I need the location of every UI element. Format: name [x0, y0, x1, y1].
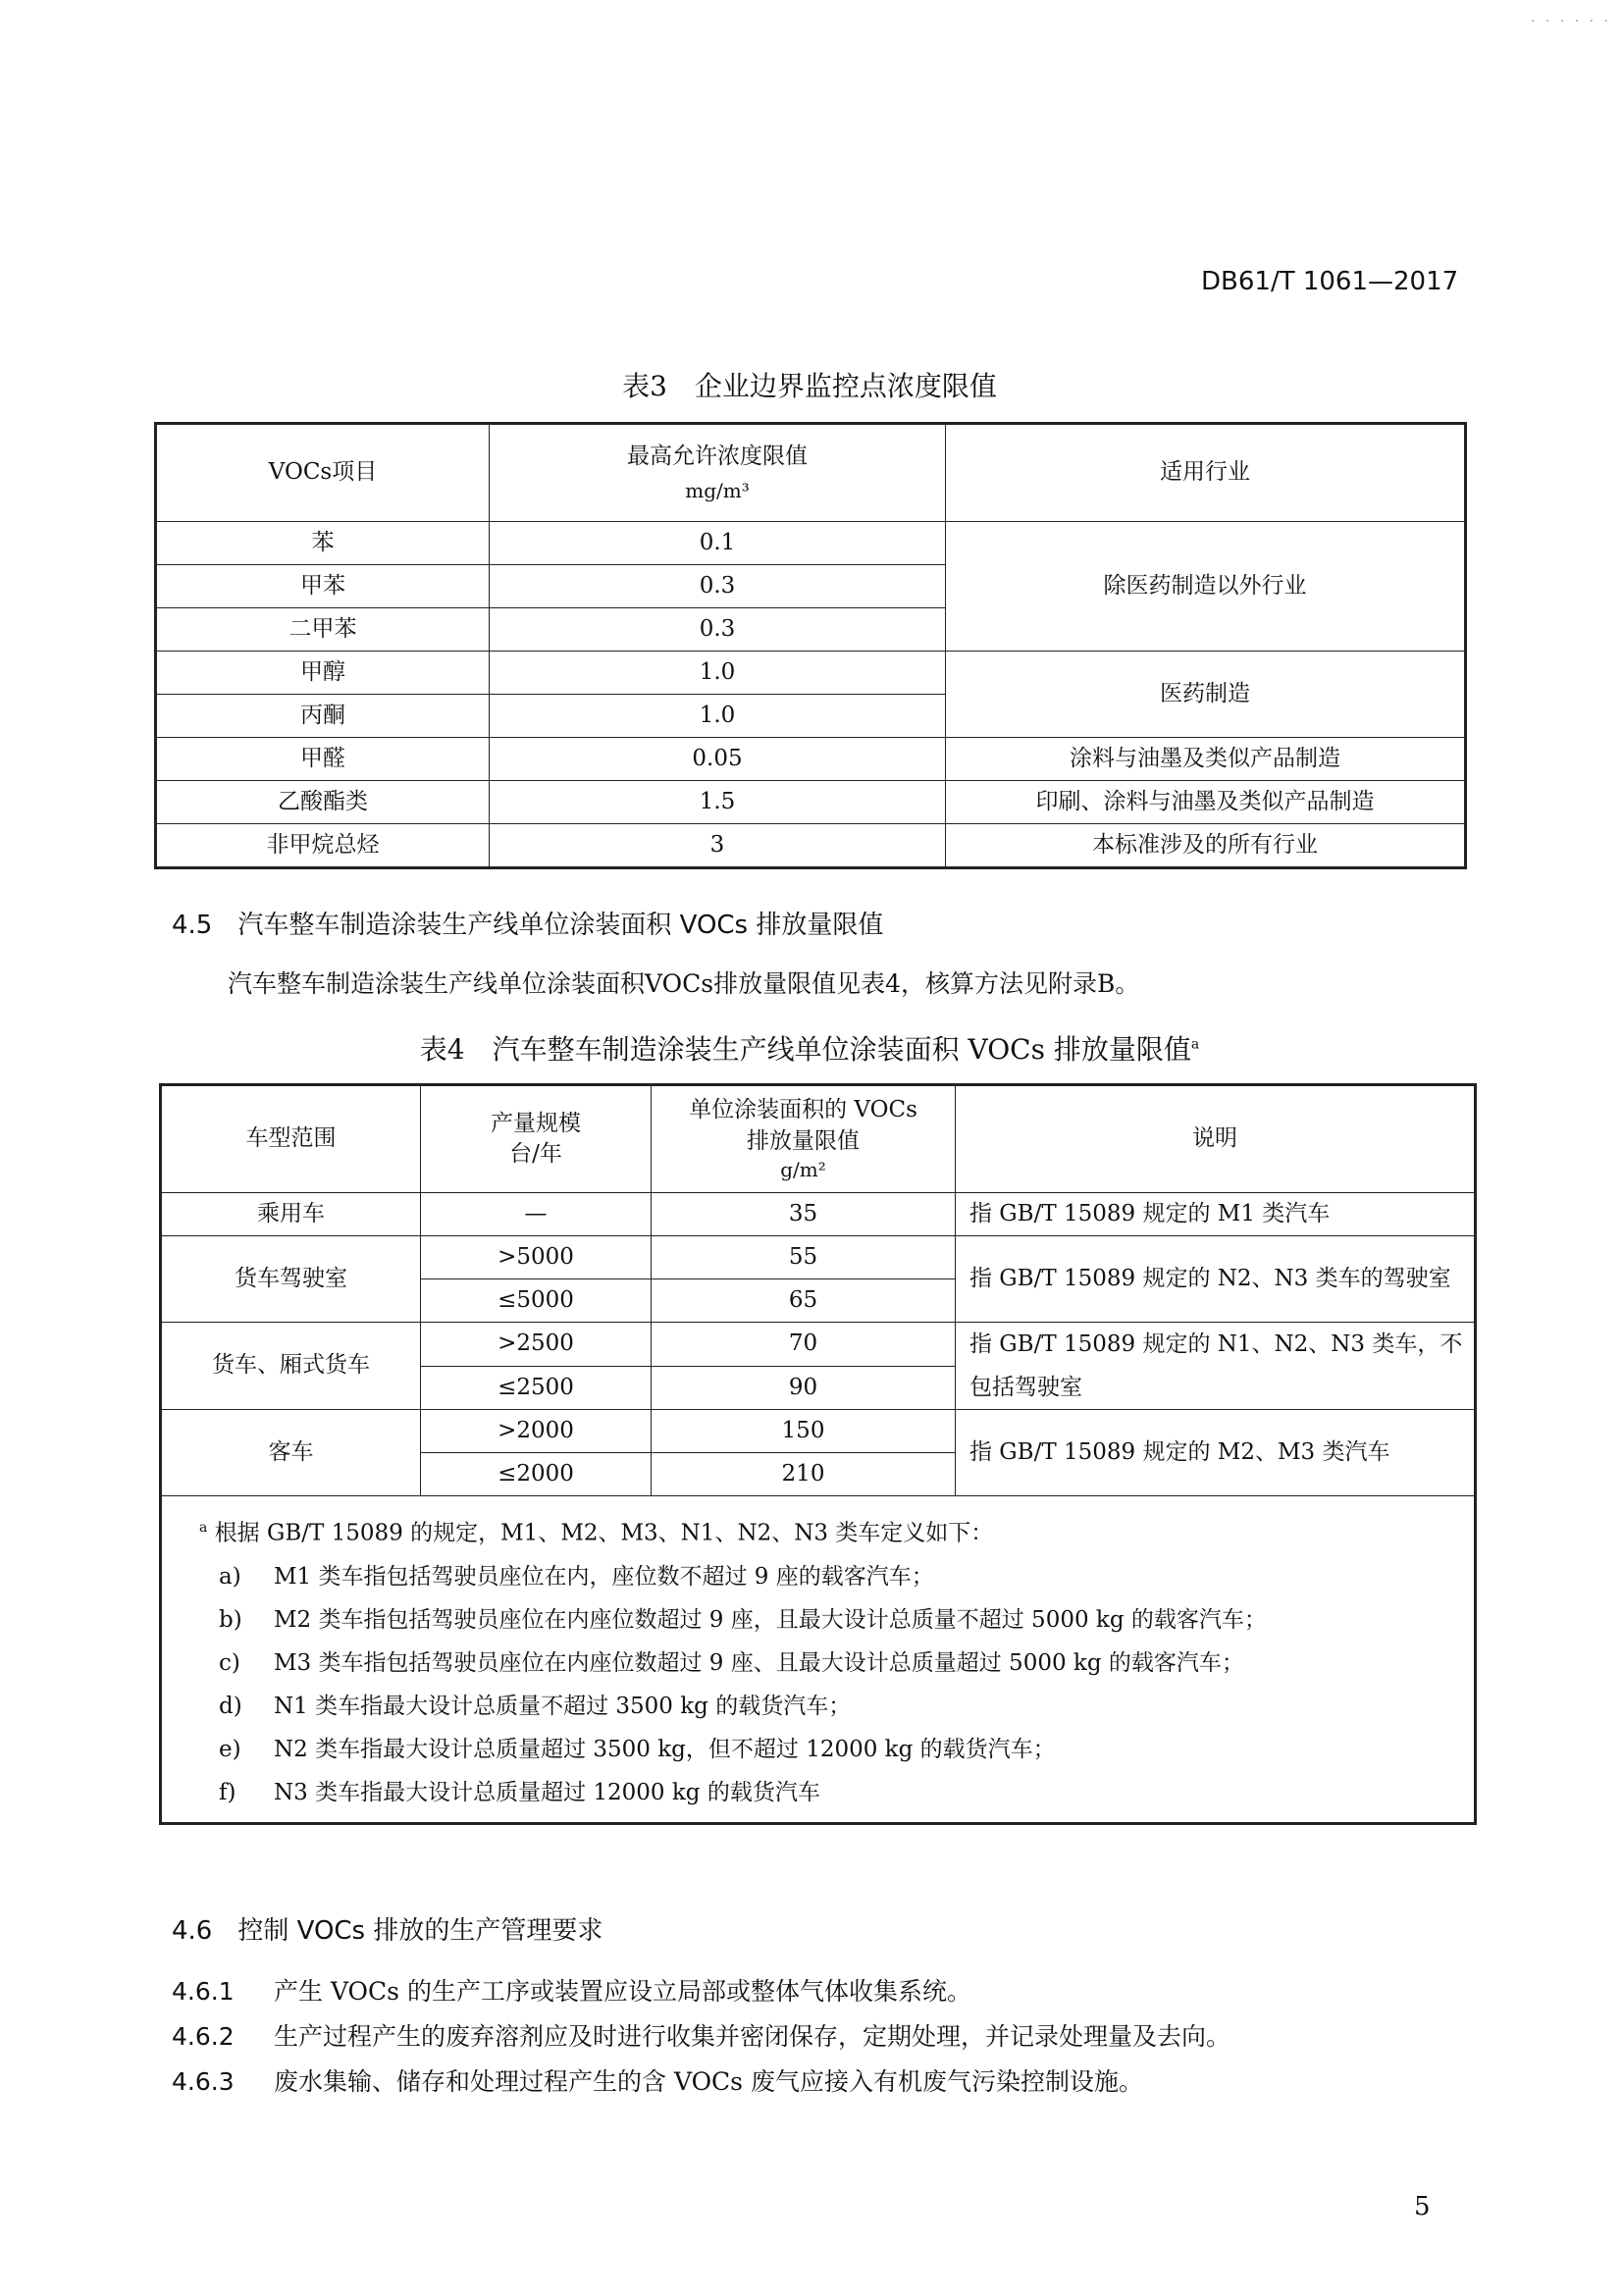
t4-value: 65 [652, 1279, 956, 1323]
clause-4-6-3 [172, 2062, 1143, 2098]
t3-item: 丙酮 [156, 695, 490, 738]
footnote-item [199, 1598, 1474, 1642]
t4-header-limit-unit: g/m² [780, 1157, 826, 1181]
table-row [156, 824, 1466, 868]
footnote-text: M3 类车指包括驾驶员座位在内座位数超过 9 座、且最大设计总质量超过 5000 kg 的载客汽车； [274, 1649, 1244, 1676]
t3-value: 0.3 [490, 565, 946, 608]
t4-type: 货车、厢式货车 [161, 1323, 421, 1410]
t3-header-industry: 适用行业 [946, 424, 1466, 522]
t4-scale: ≤5000 [421, 1279, 652, 1323]
t3-value: 1.0 [490, 695, 946, 738]
t4-value: 55 [652, 1236, 956, 1279]
t4-footnote-row [161, 1496, 1476, 1824]
t4-header-limit [652, 1085, 956, 1193]
t4-header-desc: 说明 [956, 1085, 1476, 1193]
table4 [159, 1083, 1477, 1825]
t3-header-limit [490, 424, 946, 522]
footnote-item [199, 1728, 1474, 1771]
t3-item: 苯 [156, 522, 490, 565]
t3-industry: 印刷、涂料与油墨及类似产品制造 [946, 781, 1466, 824]
t4-type: 货车驾驶室 [161, 1236, 421, 1323]
clause-4-6-1 [172, 1972, 971, 2008]
t3-value: 0.1 [490, 522, 946, 565]
section-4-5-paragraph: 汽车整车制造涂装生产线单位涂装面积VOCs排放量限值见表4，核算方法见附录B。 [228, 969, 1140, 998]
t4-desc: 指 GB/T 15089 规定的 M1 类汽车 [956, 1193, 1476, 1236]
clause-text: 废水集输、储存和处理过程产生的含 VOCs 废气应接入有机废气污染控制设施。 [274, 2067, 1143, 2096]
t3-industry: 医药制造 [946, 652, 1466, 738]
t4-scale: >2000 [421, 1410, 652, 1453]
clause-text: 产生 VOCs 的生产工序或装置应设立局部或整体气体收集系统。 [274, 1977, 971, 2006]
t4-type: 客车 [161, 1410, 421, 1496]
footnote-label: e) [219, 1736, 241, 1762]
t4-footnotes [161, 1496, 1476, 1824]
clause-number: 4.6.3 [172, 2067, 235, 2096]
t4-type: 乘用车 [161, 1193, 421, 1236]
t4-value: 35 [652, 1193, 956, 1236]
t4-header-scale-line2: 台/年 [509, 1141, 562, 1167]
footnote-text: N3 类车指最大设计总质量超过 12000 kg 的载货汽车 [274, 1779, 820, 1805]
t4-header-scale-line1: 产量规模 [491, 1110, 581, 1136]
t3-header-limit-text: 最高允许浓度限值 [627, 443, 808, 469]
table-row [156, 781, 1466, 824]
table-row [161, 1193, 1476, 1236]
t3-item: 甲苯 [156, 565, 490, 608]
t4-header-limit-line2: 排放量限值 [747, 1127, 860, 1154]
t4-desc: 指 GB/T 15089 规定的 M2、M3 类汽车 [956, 1410, 1476, 1496]
clause-text: 生产过程产生的废弃溶剂应及时进行收集并密闭保存，定期处理，并记录处理量及去向。 [274, 2022, 1231, 2051]
clause-number: 4.6.2 [172, 2022, 235, 2051]
section-4-5-heading: 4.5 汽车整车制造涂装生产线单位涂装面积 VOCs 排放量限值 [172, 911, 884, 940]
t4-scale: ≤2000 [421, 1453, 652, 1496]
t3-value: 0.05 [490, 738, 946, 781]
footnote-label: d) [219, 1693, 242, 1719]
table-row [156, 738, 1466, 781]
footnote-text: M1 类车指包括驾驶员座位在内，座位数不超过 9 座的载客汽车； [274, 1563, 934, 1590]
footnote-text: M2 类车指包括驾驶员座位在内座位数超过 9 座，且最大设计总质量不超过 5000 kg 的载客汽车； [274, 1606, 1267, 1633]
t3-value: 1.5 [490, 781, 946, 824]
table4-title [147, 1028, 1472, 1068]
t4-header-limit-line1: 单位涂装面积的 VOCs [689, 1097, 917, 1123]
clause-number: 4.6.1 [172, 1977, 235, 2006]
t4-value: 150 [652, 1410, 956, 1453]
t4-scale: >5000 [421, 1236, 652, 1279]
t3-item: 甲醛 [156, 738, 490, 781]
footnote-item [199, 1555, 1474, 1598]
footnote-label: b) [219, 1606, 242, 1633]
document-code: DB61/T 1061—2017 [1201, 267, 1459, 296]
t3-item: 甲醇 [156, 652, 490, 695]
t4-value: 70 [652, 1323, 956, 1367]
t3-item: 非甲烷总烃 [156, 824, 490, 868]
table-row [161, 1323, 1476, 1367]
table-row [156, 522, 1466, 565]
footnote-label: a) [219, 1563, 241, 1590]
table3 [154, 422, 1467, 869]
t3-value: 1.0 [490, 652, 946, 695]
t4-desc: 指 GB/T 15089 规定的 N1、N2、N3 类车，不包括驾驶室 [956, 1323, 1476, 1410]
section-4-6-heading: 4.6 控制 VOCs 排放的生产管理要求 [172, 1916, 603, 1946]
footnote-label: f) [219, 1779, 236, 1805]
clause-4-6-2 [172, 2017, 1230, 2053]
t4-scale: — [421, 1193, 652, 1236]
table-row [156, 652, 1466, 695]
footnote-intro [199, 1506, 1474, 1555]
t4-scale: >2500 [421, 1323, 652, 1367]
footnote-item [199, 1771, 1474, 1814]
t4-value: 90 [652, 1366, 956, 1410]
t3-item: 乙酸酯类 [156, 781, 490, 824]
table-row [161, 1410, 1476, 1453]
scan-dots: · · · · · · [1531, 14, 1611, 29]
t3-value: 0.3 [490, 608, 946, 652]
footnote-label: c) [219, 1649, 240, 1676]
table-row [161, 1236, 1476, 1279]
t3-header-limit-unit: mg/m³ [685, 479, 750, 503]
t3-header-voc: VOCs项目 [156, 424, 490, 522]
t3-industry: 除医药制造以外行业 [946, 522, 1466, 652]
footnote-intro-text: 根据 GB/T 15089 的规定，M1、M2、M3、N1、N2、N3 类车定义如下： [214, 1520, 994, 1546]
table4-title-text: 表4 汽车整车制造涂装生产线单位涂装面积 VOCs 排放量限值 [419, 1033, 1191, 1066]
footnote-text: N2 类车指最大设计总质量超过 3500 kg，但不超过 12000 kg 的载货汽车； [274, 1736, 1056, 1762]
t3-industry: 涂料与油墨及类似产品制造 [946, 738, 1466, 781]
footnote-text: N1 类车指最大设计总质量不超过 3500 kg 的载货汽车； [274, 1693, 852, 1719]
t4-header-type: 车型范围 [161, 1085, 421, 1193]
footnote-item [199, 1642, 1474, 1685]
footnote-item [199, 1685, 1474, 1728]
t4-header-scale [421, 1085, 652, 1193]
page-number: 5 [1414, 2192, 1431, 2221]
table4-title-footnote-mark: a [1190, 1036, 1200, 1053]
table3-title: 表3 企业边界监控点浓度限值 [622, 370, 997, 402]
t3-value: 3 [490, 824, 946, 868]
t4-desc: 指 GB/T 15089 规定的 N2、N3 类车的驾驶室 [956, 1236, 1476, 1323]
t3-item: 二甲苯 [156, 608, 490, 652]
t3-industry: 本标准涉及的所有行业 [946, 824, 1466, 868]
footnote-mark: a [199, 1520, 208, 1536]
t4-value: 210 [652, 1453, 956, 1496]
t4-scale: ≤2500 [421, 1366, 652, 1410]
